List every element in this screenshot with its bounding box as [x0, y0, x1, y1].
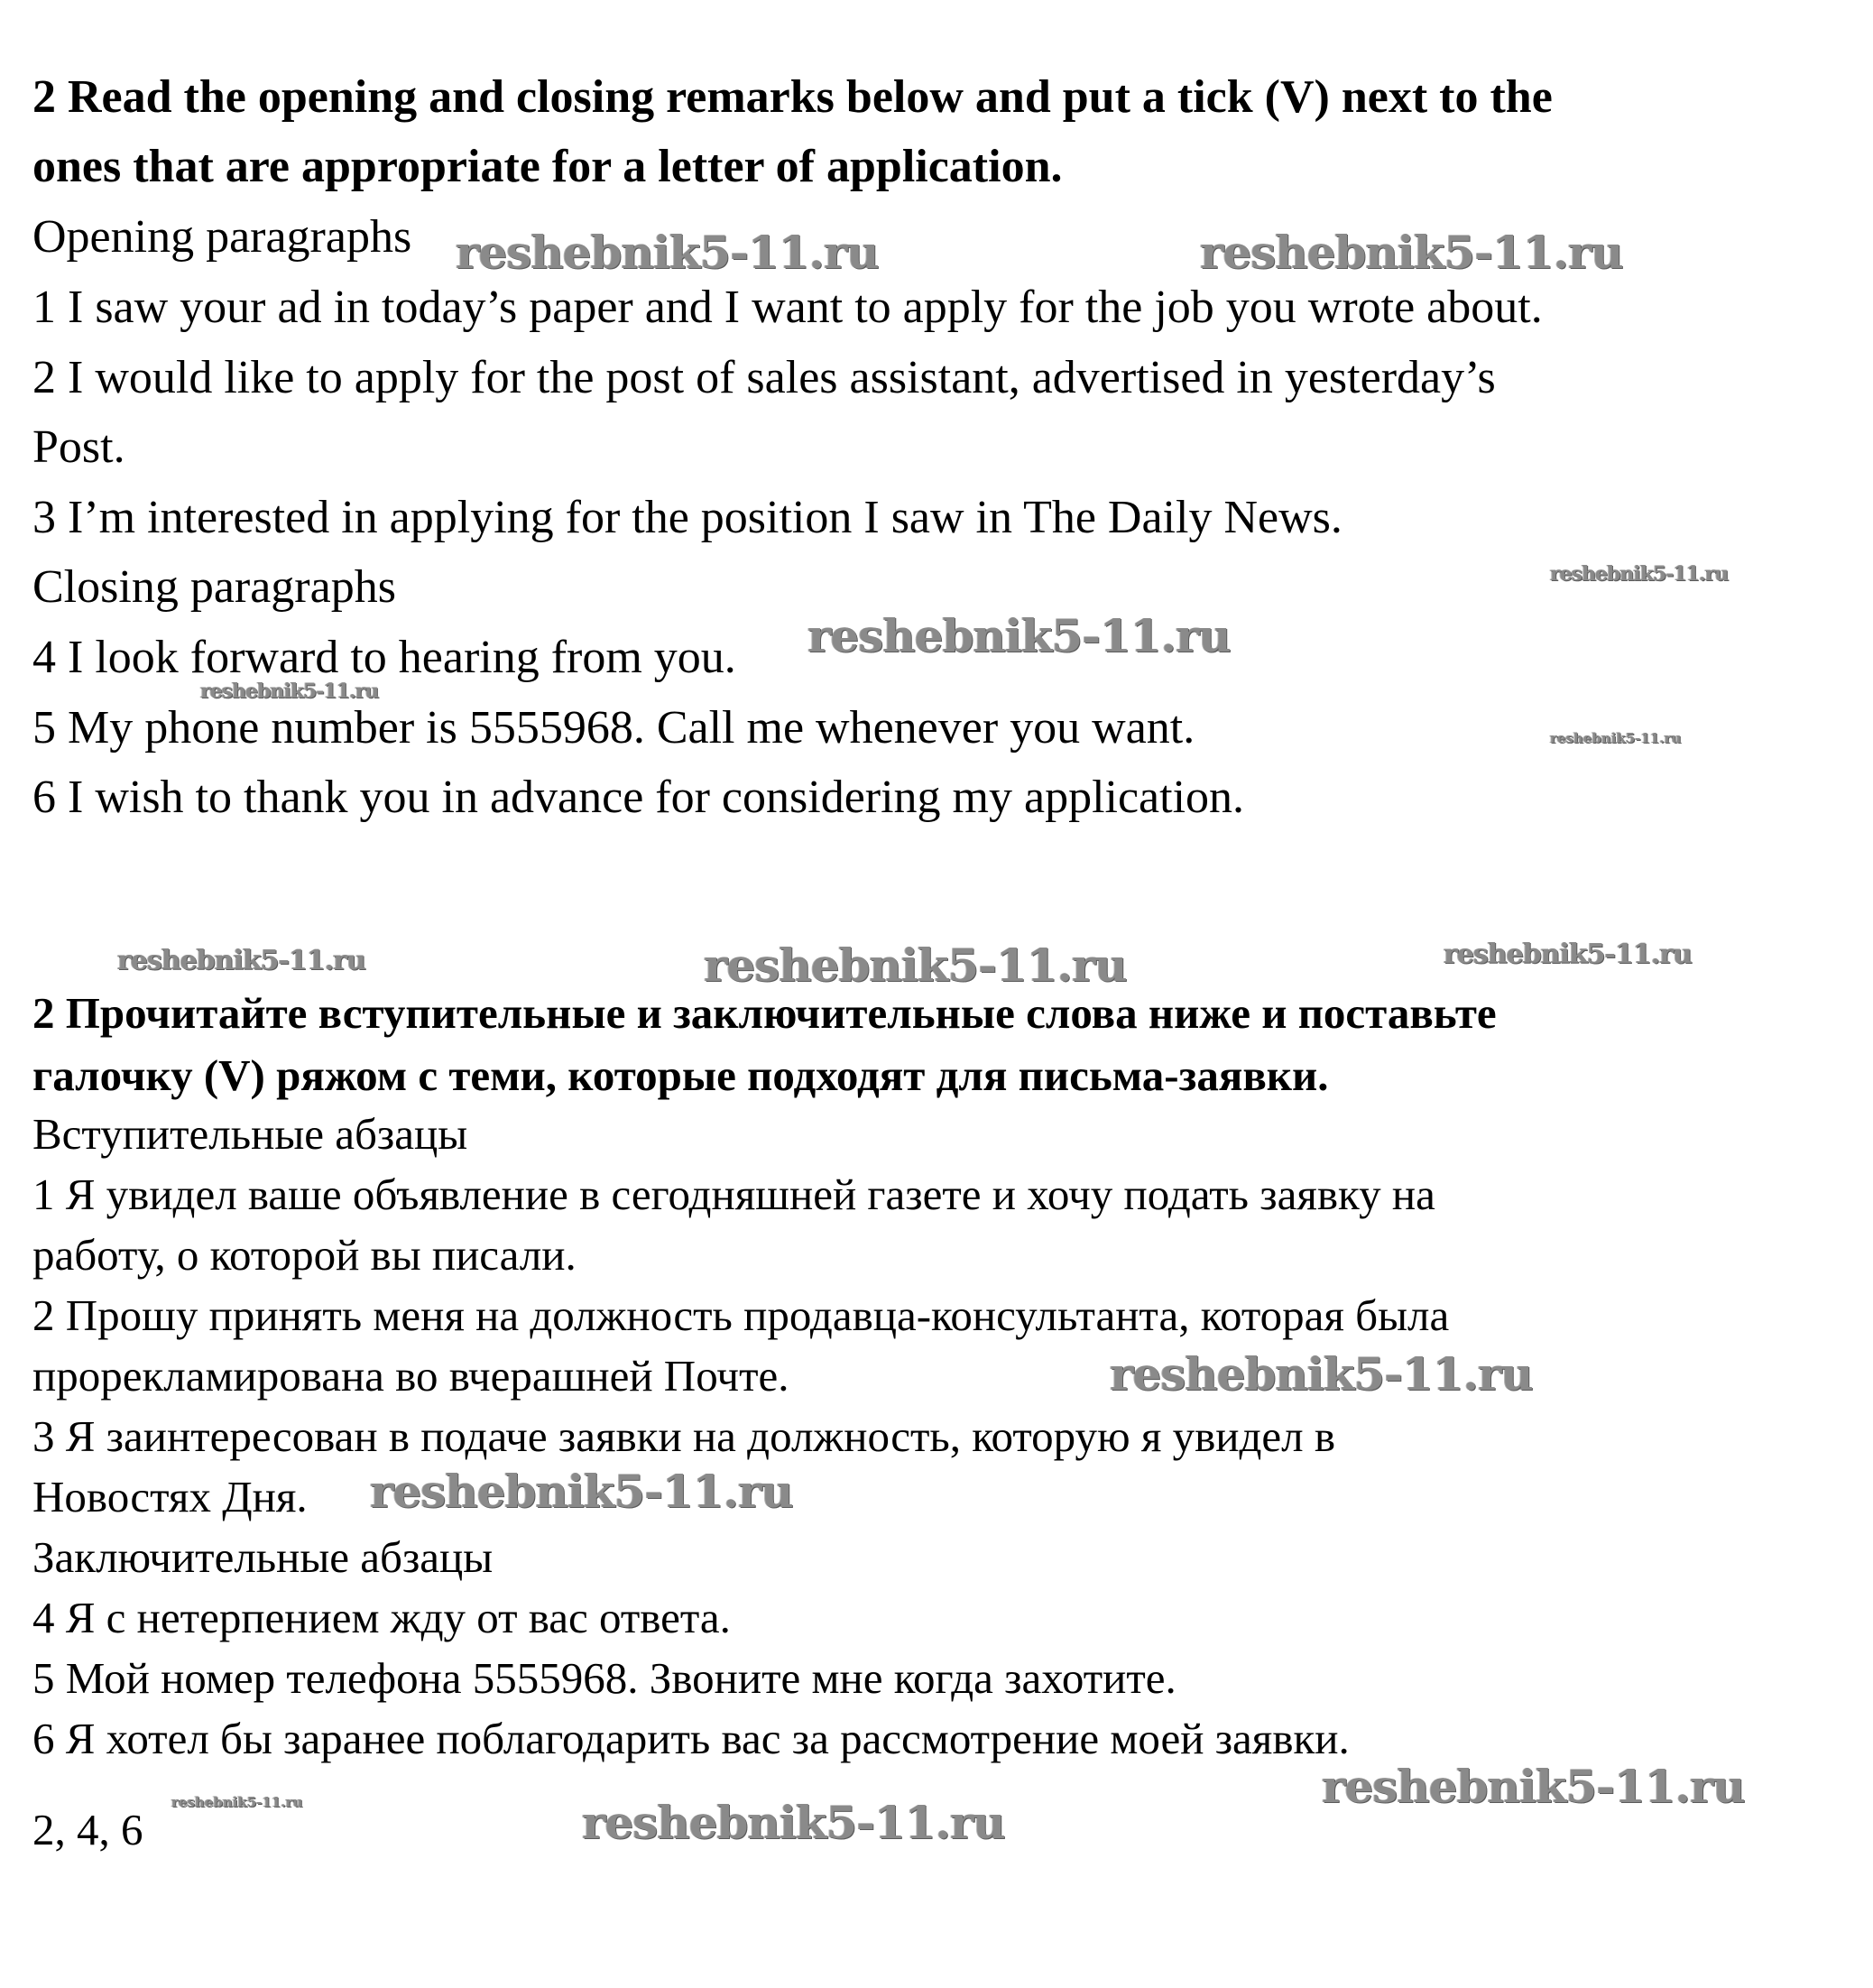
english-opening-line: 3 I’m interested in applying for the position I saw in The Daily News.: [32, 492, 1342, 543]
russian-title-line-1: 2 Прочитайте вступительные и заключительные слова ниже и поставьте: [32, 988, 1497, 1038]
russian-opening-line: работу, о которой вы писали.: [32, 1230, 577, 1280]
watermark: reshebnik5-11.ru: [1550, 730, 1682, 746]
watermark: reshebnik5-11.ru: [1200, 226, 1623, 279]
english-opening-line: 2 I would like to apply for the post of sales assistant, advertised in yesterday’s: [32, 352, 1496, 403]
russian-opening-line: 3 Я заинтересован в подаче заявки на должность, которую я увидел в: [32, 1411, 1336, 1461]
english-title-line-1: 2 Read the opening and closing remarks below and put a tick (V) next to the: [32, 71, 1553, 123]
russian-opening-line: прорекламирована во вчерашней Почте.: [32, 1351, 789, 1401]
english-closing-line: 4 I look forward to hearing from you.: [32, 632, 736, 683]
english-closing-line: 5 My phone number is 5555968. Call me whenever you want.: [32, 702, 1195, 754]
watermark: reshebnik5-11.ru: [1110, 1347, 1533, 1401]
watermark: reshebnik5-11.ru: [171, 1794, 303, 1810]
russian-opening-line: Новостях Дня.: [32, 1472, 308, 1521]
russian-closing-line: 4 Я с нетерпением жду от вас ответа.: [32, 1593, 731, 1642]
english-closing-heading: Closing paragraphs: [32, 561, 396, 613]
russian-opening-line: 1 Я увидел ваше объявление в сегодняшней газете и хочу подать заявку на: [32, 1170, 1435, 1219]
russian-title-line-2: галочку (V) ряжом с теми, которые подходят для письма-заявки.: [32, 1050, 1329, 1100]
watermark: reshebnik5-11.ru: [807, 609, 1231, 662]
watermark: reshebnik5-11.ru: [370, 1465, 793, 1518]
russian-closing-line: 5 Мой номер телефона 5555968. Звоните мне когда захотите.: [32, 1653, 1176, 1703]
russian-closing-heading: Заключительные абзацы: [32, 1532, 494, 1582]
russian-opening-heading: Вступительные абзацы: [32, 1109, 468, 1159]
watermark: reshebnik5-11.ru: [200, 680, 379, 703]
russian-closing-line: 6 Я хотел бы заранее поблагодарить вас за рассмотрение моей заявки.: [32, 1714, 1350, 1763]
watermark: reshebnik5-11.ru: [1322, 1760, 1745, 1813]
english-title-line-2: ones that are appropriate for a letter of application.: [32, 141, 1063, 192]
watermark: reshebnik5-11.ru: [582, 1796, 1005, 1849]
watermark: reshebnik5-11.ru: [704, 939, 1127, 992]
english-opening-line: Post.: [32, 421, 125, 473]
english-opening-heading: Opening paragraphs: [32, 211, 412, 263]
watermark: reshebnik5-11.ru: [117, 945, 365, 976]
watermark: reshebnik5-11.ru: [1444, 939, 1692, 970]
watermark: reshebnik5-11.ru: [456, 226, 879, 279]
russian-opening-line: 2 Прошу принять меня на должность продавца-консультанта, которая была: [32, 1290, 1450, 1340]
answer: 2, 4, 6: [32, 1805, 143, 1854]
english-opening-line: 1 I saw your ad in today’s paper and I want to apply for the job you wrote about.: [32, 282, 1543, 333]
english-closing-line: 6 I wish to thank you in advance for considering my application.: [32, 772, 1245, 823]
watermark: reshebnik5-11.ru: [1550, 562, 1729, 586]
